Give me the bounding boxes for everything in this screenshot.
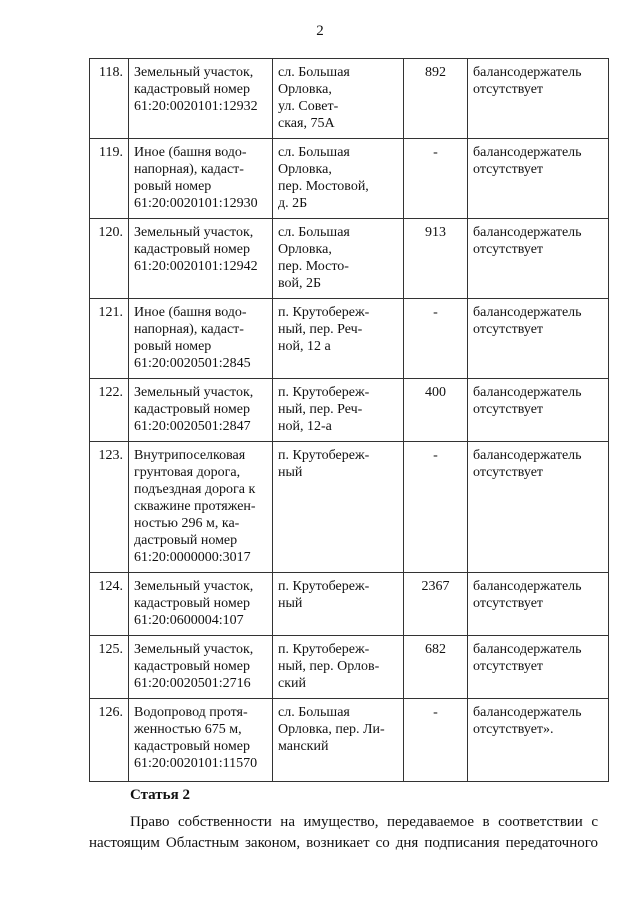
property-area-text: - — [433, 705, 438, 720]
property-description-line: напорная), кадаст- — [134, 322, 244, 337]
property-address-line: ной, 12-а — [278, 419, 332, 434]
property-area-text: - — [433, 145, 438, 160]
table-row — [90, 442, 609, 573]
row-number-text: 120. — [98, 225, 123, 240]
property-address-line: Орловка, — [278, 242, 332, 257]
property-address — [273, 59, 404, 139]
property-holder-line: балансодержатель — [473, 448, 582, 463]
property-holder — [468, 299, 609, 379]
property-address-line: ный, пер. Орлов- — [278, 659, 380, 674]
article-line-1: Право собственности на имущество, передаваемое в соответствии с — [130, 814, 598, 830]
property-address — [273, 636, 404, 699]
row-number-text: 119. — [99, 145, 123, 160]
property-address-line: Орловка, пер. Ли- — [278, 722, 385, 737]
property-holder — [468, 219, 609, 299]
property-description-line: Водопровод протя- — [134, 705, 248, 720]
property-area — [404, 699, 468, 782]
property-description-line: подъездная дорога к — [134, 482, 256, 497]
table-row — [90, 219, 609, 299]
property-description-line: 61:20:0020101:12930 — [134, 196, 258, 211]
row-number — [90, 442, 129, 573]
property-holder-line: отсутствует — [473, 162, 544, 177]
property-holder — [468, 636, 609, 699]
row-number — [90, 636, 129, 699]
property-address-line: ный — [278, 596, 303, 611]
property-address-line: пер. Мостовой, — [278, 179, 369, 194]
property-address-line: п. Крутобереж- — [278, 642, 370, 657]
property-description — [129, 219, 273, 299]
property-holder-line: отсутствует — [473, 596, 544, 611]
article-heading: Статья 2 — [130, 787, 190, 803]
property-holder-line: балансодержатель — [473, 65, 582, 80]
property-address-line: п. Крутобереж- — [278, 305, 370, 320]
property-description-line: ностью 296 м, ка- — [134, 516, 240, 531]
property-description-line: Иное (башня водо- — [134, 145, 247, 160]
property-holder-line: балансодержатель — [473, 579, 582, 594]
property-description — [129, 59, 273, 139]
property-description-line: 61:20:0020101:11570 — [134, 756, 258, 771]
property-area — [404, 573, 468, 636]
property-holder-line: балансодержатель — [473, 385, 582, 400]
property-description-line: Земельный участок, — [134, 642, 254, 657]
property-holder — [468, 699, 609, 782]
property-area — [404, 59, 468, 139]
property-address-line: сл. Большая — [278, 225, 350, 240]
row-number-text: 125. — [98, 642, 123, 657]
property-address — [273, 442, 404, 573]
property-area-text: 913 — [425, 225, 446, 240]
table-row — [90, 573, 609, 636]
property-holder — [468, 573, 609, 636]
table-row — [90, 636, 609, 699]
property-address — [273, 299, 404, 379]
property-description-line: Земельный участок, — [134, 225, 254, 240]
property-description-line: женностью 675 м, — [134, 722, 242, 737]
property-area-text: - — [433, 448, 438, 463]
property-description-line: кадастровый номер — [134, 402, 250, 417]
article-line-2: настоящим Областным законом, возникает со дня подписания передаточного — [89, 835, 598, 851]
row-number — [90, 219, 129, 299]
property-description — [129, 139, 273, 219]
property-address — [273, 219, 404, 299]
article-body — [89, 812, 598, 854]
property-address-line: сл. Большая — [278, 145, 350, 160]
row-number — [90, 573, 129, 636]
property-holder — [468, 379, 609, 442]
property-address-line: ной, 12 а — [278, 339, 331, 354]
property-address-line: п. Крутобереж- — [278, 385, 370, 400]
property-address-line: сл. Большая — [278, 65, 350, 80]
property-holder — [468, 442, 609, 573]
row-number — [90, 299, 129, 379]
property-address-line: ный, пер. Реч- — [278, 322, 363, 337]
property-description-line: Внутрипоселковая — [134, 448, 246, 463]
property-holder-line: отсутствует — [473, 659, 544, 674]
row-number-text: 124. — [98, 579, 123, 594]
property-holder-line: отсутствует — [473, 82, 544, 97]
property-description-line: напорная), кадаст- — [134, 162, 244, 177]
property-area — [404, 636, 468, 699]
table-row — [90, 59, 609, 139]
table-row — [90, 379, 609, 442]
property-description-line: 61:20:0020501:2845 — [134, 356, 251, 371]
row-number-text: 122. — [98, 385, 123, 400]
property-holder-line: балансодержатель — [473, 145, 582, 160]
table-row — [90, 299, 609, 379]
property-holder-line: отсутствует — [473, 322, 544, 337]
property-description-line: кадастровый номер — [134, 739, 250, 754]
property-holder-line: балансодержатель — [473, 305, 582, 320]
property-description-line: Земельный участок, — [134, 65, 254, 80]
property-holder-line: отсутствует — [473, 465, 544, 480]
property-address-line: ный, пер. Реч- — [278, 402, 363, 417]
property-area-text: 682 — [425, 642, 446, 657]
row-number — [90, 139, 129, 219]
property-area — [404, 219, 468, 299]
property-area-text: - — [433, 305, 438, 320]
property-description — [129, 379, 273, 442]
property-description-line: 61:20:0600004:107 — [134, 613, 244, 628]
table-row — [90, 699, 609, 782]
row-number-text: 123. — [98, 448, 123, 463]
property-description-line: ровый номер — [134, 179, 212, 194]
property-address — [273, 699, 404, 782]
property-description-line: кадастровый номер — [134, 82, 250, 97]
property-table — [89, 58, 609, 782]
property-address-line: пер. Мосто- — [278, 259, 349, 274]
property-description-line: Земельный участок, — [134, 385, 254, 400]
property-area — [404, 139, 468, 219]
property-area-text: 892 — [425, 65, 446, 80]
property-description-line: Земельный участок, — [134, 579, 254, 594]
property-description — [129, 299, 273, 379]
property-description — [129, 442, 273, 573]
property-address-line: ская, 75А — [278, 116, 335, 131]
property-area — [404, 442, 468, 573]
row-number-text: 118. — [99, 65, 123, 80]
property-description-line: 61:20:0020501:2847 — [134, 419, 251, 434]
property-address-line: Орловка, — [278, 162, 332, 177]
property-address-line: п. Крутобереж- — [278, 579, 370, 594]
property-description-line: грунтовая дорога, — [134, 465, 241, 480]
property-address-line: д. 2Б — [278, 196, 308, 211]
property-holder-line: отсутствует — [473, 402, 544, 417]
property-description-line: кадастровый номер — [134, 659, 250, 674]
table-row — [90, 139, 609, 219]
property-address-line: п. Крутобереж- — [278, 448, 370, 463]
row-number — [90, 699, 129, 782]
property-description-line: 61:20:0000000:3017 — [134, 550, 251, 565]
property-description-line: 61:20:0020501:2716 — [134, 676, 251, 691]
property-address — [273, 379, 404, 442]
property-address-line: вой, 2Б — [278, 276, 322, 291]
property-address-line: Орловка, — [278, 82, 332, 97]
property-holder-line: отсутствует — [473, 242, 544, 257]
property-table-body — [90, 59, 609, 782]
property-description-line: кадастровый номер — [134, 596, 250, 611]
property-address-line: манский — [278, 739, 329, 754]
property-address-line: ный — [278, 465, 303, 480]
page-number: 2 — [316, 23, 324, 39]
property-holder — [468, 139, 609, 219]
property-description-line: 61:20:0020101:12942 — [134, 259, 258, 274]
property-holder-line: балансодержатель — [473, 225, 582, 240]
property-description-line: ровый номер — [134, 339, 212, 354]
row-number — [90, 379, 129, 442]
property-description-line: Иное (башня водо- — [134, 305, 247, 320]
property-description-line: скважине протяжен- — [134, 499, 256, 514]
property-area — [404, 379, 468, 442]
property-address-line: сл. Большая — [278, 705, 350, 720]
row-number — [90, 59, 129, 139]
property-holder-line: отсутствует». — [473, 722, 554, 737]
property-holder-line: балансодержатель — [473, 642, 582, 657]
property-description-line: кадастровый номер — [134, 242, 250, 257]
property-description-line: 61:20:0020101:12932 — [134, 99, 258, 114]
property-description-line: дастровый номер — [134, 533, 238, 548]
property-description — [129, 573, 273, 636]
row-number-text: 121. — [98, 305, 123, 320]
property-area-text: 2367 — [421, 579, 450, 594]
property-description — [129, 699, 273, 782]
property-holder — [468, 59, 609, 139]
property-area — [404, 299, 468, 379]
property-holder-line: балансодержатель — [473, 705, 582, 720]
property-address-line: ский — [278, 676, 306, 691]
property-address — [273, 139, 404, 219]
property-address-line: ул. Совет- — [278, 99, 339, 114]
property-description — [129, 636, 273, 699]
property-area-text: 400 — [425, 385, 446, 400]
property-address — [273, 573, 404, 636]
row-number-text: 126. — [98, 705, 123, 720]
